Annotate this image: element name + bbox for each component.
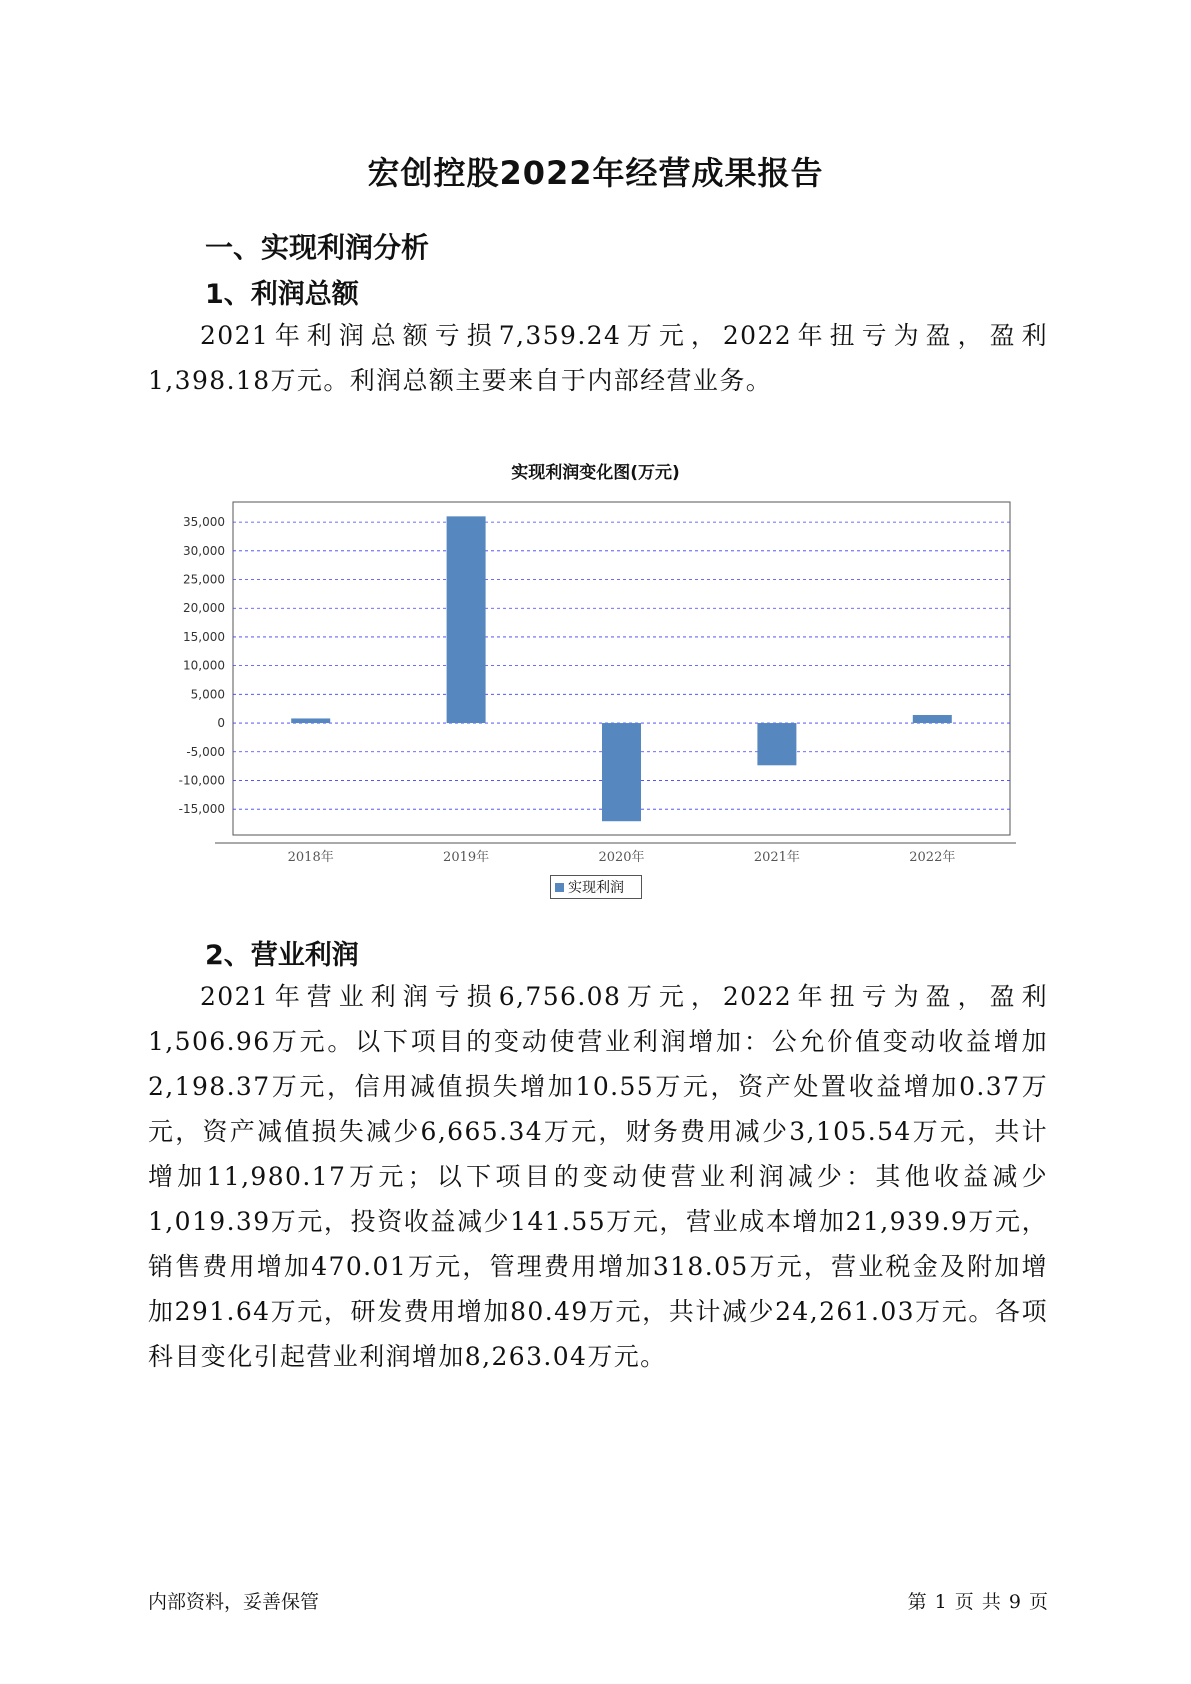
y-tick-label: 35,000: [183, 515, 225, 530]
y-tick-label: 20,000: [183, 601, 225, 616]
section-heading-profit-analysis: 一、实现利润分析: [205, 231, 430, 264]
y-tick-label: -10,000: [178, 773, 225, 788]
subheading-total-profit: 1、利润总额: [205, 279, 359, 310]
profit-bar-chart: [150, 490, 1030, 870]
legend-swatch: [555, 883, 564, 892]
y-tick-label: 0: [217, 716, 225, 731]
bar-2018年: [291, 718, 330, 723]
y-tick-label: 15,000: [183, 629, 225, 644]
footer-page-number: 第 1 页 共 9 页: [907, 1591, 1049, 1613]
y-tick-label: 5,000: [190, 687, 225, 702]
y-tick-label: -5,000: [186, 744, 225, 759]
y-tick-label: 10,000: [183, 658, 225, 673]
bar-2022年: [913, 715, 952, 723]
paragraph-total-profit: 2021年利润总额亏损7,359.24万元，2022年扭亏为盈，盈利1,398.18万元。利润总额主要来自于内部经营业务。: [148, 321, 1048, 395]
page-title: 宏创控股2022年经营成果报告: [367, 154, 824, 192]
x-tick-label: 2021年: [753, 850, 800, 865]
paragraph-operating-profit: 2021年营业利润亏损6,756.08万元，2022年扭亏为盈，盈利1,506.96万元。以下项目的变动使营业利润增加：公允价值变动收益增加2,198.37万元，信用减值损失增加10.55万元，资产处置收益增加0.37万元，资产减值损失减少6,665.34万元，财务费用减少3,105.54万元，共计增加11,980.17万元；以下项目的变动使营业利润减少：其他收益减少1,019.39万元，投资收益减少141.55万元，营业成本增加21,939.9万元，销售费用增加470.01万元，管理费用增加318.05万元，营业税金及附加增加291.64万元，研发费用增加80.49万元，共计减少24,261.03万元。各项科目变化引起营业利润增加8,263.04万元。: [148, 982, 1048, 1371]
y-tick-label: -15,000: [178, 802, 225, 817]
footer-confidential-note: 内部资料，妥善保管: [148, 1591, 320, 1613]
bar-2021年: [757, 723, 796, 765]
y-tick-label: 30,000: [183, 543, 225, 558]
subheading-operating-profit: 2、营业利润: [205, 940, 359, 971]
legend-label: 实现利润: [568, 880, 624, 896]
bar-2020年: [602, 723, 641, 821]
chart-legend: [550, 875, 642, 899]
y-tick-label: 25,000: [183, 572, 225, 587]
x-tick-label: 2020年: [598, 850, 645, 865]
x-tick-label: 2019年: [443, 850, 490, 865]
x-tick-label: 2018年: [287, 850, 334, 865]
x-tick-label: 2022年: [909, 850, 956, 865]
bar-2019年: [447, 516, 486, 723]
chart-title: 实现利润变化图(万元): [511, 463, 680, 483]
